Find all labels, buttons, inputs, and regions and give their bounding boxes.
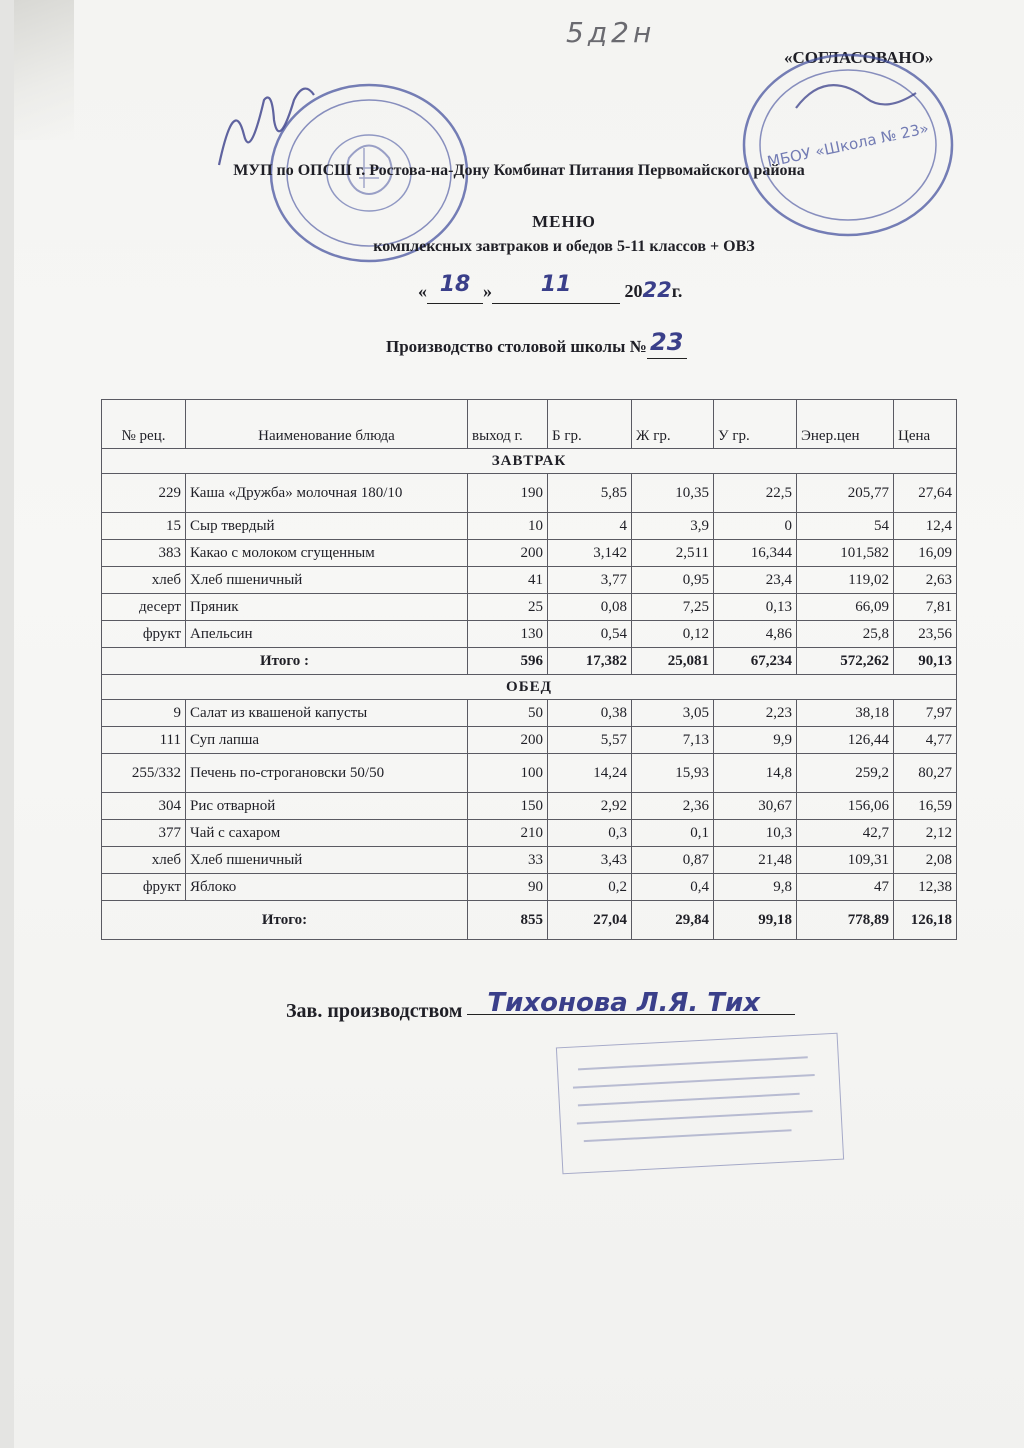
col-header: У гр. — [714, 400, 797, 449]
document-sheet — [14, 0, 1024, 1448]
table-row: фрукт Апельсин 130 0,54 0,12 4,86 25,8 23,56 — [102, 621, 957, 648]
table-row: 111 Суп лапша 200 5,57 7,13 9,9 126,44 4,77 — [102, 727, 957, 754]
menu-subtitle: комплексных завтраков и обедов 5-11 классов + ОВЗ — [373, 238, 755, 255]
table-row: 377 Чай с сахаром 210 0,3 0,1 10,3 42,7 2,12 — [102, 820, 957, 847]
menu-table — [101, 399, 957, 940]
signature-label: Зав. производством — [286, 1000, 463, 1022]
section-title: ЗАВТРАК — [102, 449, 957, 474]
table-row: 229 Каша «Дружба» молочная 180/10 190 5,85 10,35 22,5 205,77 27,64 — [102, 474, 957, 513]
page-fold — [14, 0, 74, 140]
table-row: 9 Салат из квашеной капусты 50 0,38 3,05 2,23 38,18 7,97 — [102, 700, 957, 727]
table-row: хлеб Хлеб пшеничный 41 3,77 0,95 23,4 119,02 2,63 — [102, 567, 957, 594]
table-row: фрукт Яблоко 90 0,2 0,4 9,8 47 12,38 — [102, 874, 957, 901]
rectangular-stamp — [556, 1033, 844, 1175]
handwritten-note: 5д2н — [566, 16, 656, 49]
approval-heading: «СОГЛАСОВАНО» — [784, 48, 934, 67]
date-year: 22 — [642, 278, 672, 302]
total-row-breakfast: Итого : 596 17,382 25,081 67,234 572,262 90,13 — [102, 648, 957, 675]
col-header: выход г. — [468, 400, 548, 449]
handwritten-signature: Тихонова Л.Я. Тих — [487, 988, 760, 1018]
organization-name: МУП по ОПСШ г. Ростова-на-Дону Комбинат Питания Первомайского района — [233, 162, 805, 179]
col-header: Ж гр. — [632, 400, 714, 449]
date-year-prefix: 20 — [624, 281, 643, 301]
col-header: Цена — [894, 400, 957, 449]
menu-date — [418, 272, 683, 304]
col-header: № рец. — [102, 400, 186, 449]
seal-right-text: МБОУ «Школа № 23» — [765, 119, 931, 171]
date-month: 11 — [540, 272, 572, 297]
col-header: Энер.цен — [797, 400, 894, 449]
table-row: 304 Рис отварной 150 2,92 2,36 30,67 156,06 16,59 — [102, 793, 957, 820]
menu-title: МЕНЮ — [532, 212, 596, 231]
signature-line — [286, 988, 795, 1023]
col-header: Б гр. — [548, 400, 632, 449]
section-row-breakfast — [102, 449, 957, 474]
table-row: 255/332 Печень по-строгановски 50/50 100 14,24 15,93 14,8 259,2 80,27 — [102, 754, 957, 793]
production-label: Производство столовой школы № — [386, 337, 647, 356]
date-year-suffix: г. — [671, 281, 683, 301]
col-header: Наименование блюда — [186, 400, 468, 449]
table-row: 15 Сыр твердый 10 4 3,9 0 54 12,4 — [102, 513, 957, 540]
date-open-quote: « — [418, 281, 427, 301]
date-close-quote: » — [483, 281, 492, 301]
production-line — [386, 330, 687, 359]
stamp-lines — [557, 1034, 841, 1171]
date-day: 18 — [439, 272, 471, 297]
table-row: хлеб Хлеб пшеничный 33 3,43 0,87 21,48 109,31 2,08 — [102, 847, 957, 874]
table-row: 383 Какао с молоком сгущенным 200 3,142 2,511 16,344 101,582 16,09 — [102, 540, 957, 567]
table-row: десерт Пряник 25 0,08 7,25 0,13 66,09 7,81 — [102, 594, 957, 621]
total-row-lunch: Итого: 855 27,04 29,84 99,18 778,89 126,18 — [102, 901, 957, 940]
section-row-lunch — [102, 675, 957, 700]
school-number: 23 — [650, 328, 684, 356]
table-header-row — [102, 400, 957, 449]
section-title: ОБЕД — [102, 675, 957, 700]
